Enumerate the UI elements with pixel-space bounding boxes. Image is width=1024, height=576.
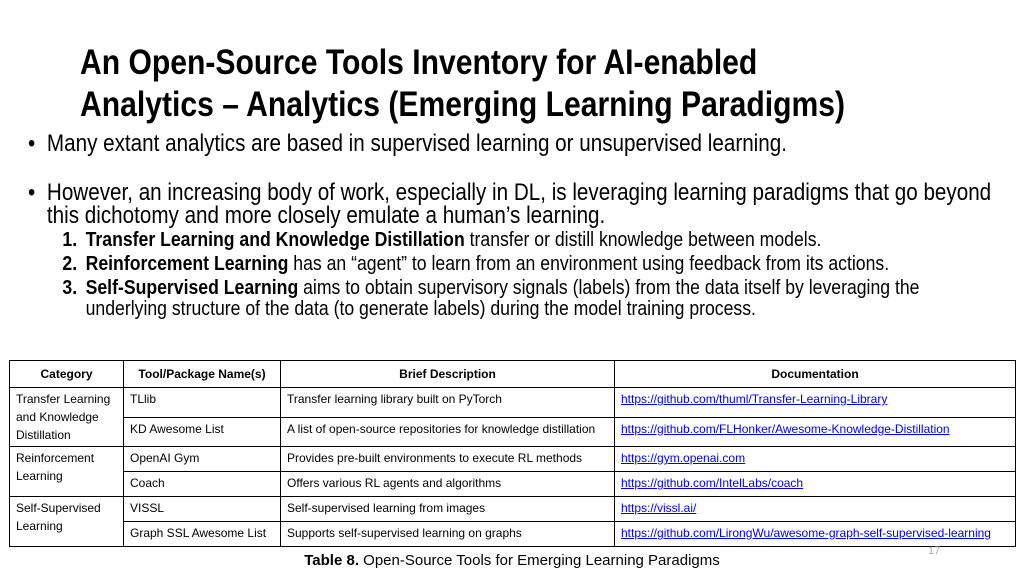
header-tool: Tool/Package Name(s) <box>124 361 281 388</box>
category-cell: Transfer Learning and Knowledge Distillation <box>10 388 124 447</box>
description-cell: Supports self-supervised learning on graphs <box>281 522 615 547</box>
table-header-row <box>10 361 1016 388</box>
description-cell: A list of open-source repositories for knowledge distillation <box>281 417 615 447</box>
documentation-cell <box>615 417 1016 447</box>
header-description: Brief Description <box>281 361 615 388</box>
documentation-cell <box>615 497 1016 522</box>
paradigm-item <box>28 229 991 250</box>
slide-body <box>28 132 991 322</box>
description-cell: Provides pre-built environments to execute RL methods <box>281 447 615 472</box>
item-term: Reinforcement Learning <box>85 252 289 275</box>
doc-link[interactable]: https://gym.openai.com <box>621 451 746 465</box>
item-term: Transfer Learning and Knowledge Distillation <box>85 228 465 251</box>
bullet-item <box>28 132 991 155</box>
description-cell: Transfer learning library built on PyTorch <box>281 388 615 418</box>
doc-link[interactable]: https://github.com/thuml/Transfer-Learning-Library <box>621 392 888 406</box>
paradigm-list <box>28 229 991 319</box>
bullet-marker: • <box>28 130 36 157</box>
item-number: 3. <box>62 276 78 299</box>
item-number: 2. <box>62 252 78 275</box>
slide-title-line-1: An Open-Source Tools Inventory for AI-enabled <box>80 43 758 82</box>
documentation-cell <box>615 388 1016 418</box>
doc-link[interactable]: https://github.com/LirongWu/awesome-graph-self-supervised-learning <box>621 526 991 540</box>
slide-title <box>80 42 871 126</box>
item-number: 1. <box>62 228 78 251</box>
item-text: aims to obtain supervisory signals (labels) from the data itself by leveraging the underlying structure of the data (to generate labels) during the model training process. <box>85 276 920 320</box>
item-term: Self-Supervised Learning <box>85 276 299 299</box>
tools-table <box>9 360 1016 547</box>
tool-cell: KD Awesome List <box>124 417 281 447</box>
table-caption <box>0 551 1024 571</box>
header-category: Category <box>10 361 124 388</box>
table-row <box>10 388 1016 418</box>
tool-cell: Coach <box>124 472 281 497</box>
doc-link[interactable]: https://github.com/FLHonker/Awesome-Knowledge-Distillation <box>621 421 950 436</box>
item-text: has an “agent” to learn from an environment using feedback from its actions. <box>288 252 890 275</box>
tool-cell: VISSL <box>124 497 281 522</box>
description-cell: Offers various RL agents and algorithms <box>281 472 615 497</box>
tool-cell: Graph SSL Awesome List <box>124 522 281 547</box>
documentation-cell <box>615 522 1016 547</box>
bullet-text: Many extant analytics are based in supervised learning or unsupervised learning. <box>46 130 787 157</box>
category-cell: Self-Supervised Learning <box>10 497 124 547</box>
page-number: 17 <box>928 545 941 557</box>
doc-link[interactable]: https://vissl.ai/ <box>621 501 697 515</box>
table-row <box>10 417 1016 447</box>
bullet-marker: • <box>28 179 36 206</box>
caption-text: Open-Source Tools for Emerging Learning Paradigms <box>359 552 720 569</box>
table-row <box>10 472 1016 497</box>
tool-cell: TLlib <box>124 388 281 418</box>
header-documentation: Documentation <box>615 361 1016 388</box>
documentation-cell <box>615 472 1016 497</box>
paradigm-item <box>28 277 991 319</box>
documentation-cell <box>615 447 1016 472</box>
description-cell: Self-supervised learning from images <box>281 497 615 522</box>
item-text: transfer or distill knowledge between models. <box>464 228 822 251</box>
table-row <box>10 447 1016 472</box>
table-row <box>10 522 1016 547</box>
caption-label: Table 8. <box>304 552 359 569</box>
tool-cell: OpenAI Gym <box>124 447 281 472</box>
slide-title-line-2: Analytics – Analytics (Emerging Learning Paradigms) <box>80 85 845 124</box>
bullet-text: However, an increasing body of work, especially in DL, is leveraging learning paradigms that go beyond this dichotomy and more closely emulate a human’s learning. <box>46 179 992 229</box>
bullet-item <box>28 181 991 227</box>
category-cell: Reinforcement Learning <box>10 447 124 497</box>
doc-link[interactable]: https://github.com/IntelLabs/coach <box>621 476 804 490</box>
paradigm-item <box>28 253 991 274</box>
table-row <box>10 497 1016 522</box>
